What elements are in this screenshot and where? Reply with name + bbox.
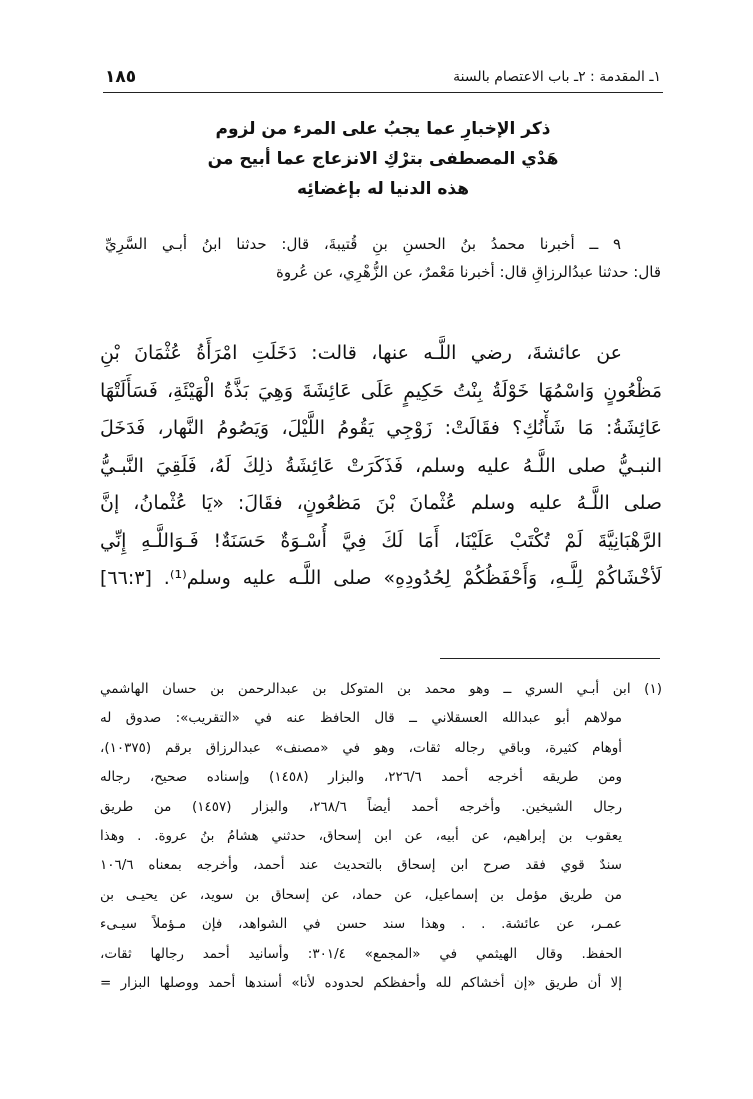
running-title: ١ـ المقدمة : ٢ـ باب الاعتصام بالسنة [453, 69, 661, 85]
footnotes [100, 675, 662, 998]
text-line: عَائِشَةُ: مَا شَأْنُكِ؟ فقَالَتْ: زَوْجِي يَقُومُ اللَّيْلَ، وَيَصُومُ النَّهار، فَدَخَلَ [100, 417, 662, 439]
footnote-line: سندٌ قوي فقد صرح ابن إسحاق بالتحديث عند أحمد، وأخرجه بمعناه ١٠٦/٦ [100, 857, 622, 874]
footnote-line: يعقوب بن إبراهيم، عن أبيه، عن ابن إسحاق، حدثني هشامُ بنُ عروة. . وهذا [100, 828, 622, 845]
footnote-line: رجال الشيخين. وأخرجه أحمد أيضاً ٢٦٨/٦، والبزار (١٤٥٧) من طريق [100, 798, 622, 815]
text-line: النبـيُّ صلى اللَّـهُ عليه وسلم، فَذَكَرَتْ عَائِشَةُ ذلِكَ لَهُ، فَلَقِيَ النَّبـيُّ [100, 454, 662, 477]
footnote-line: ومن طريقه أخرجه أحمد ٢٢٦/٦، والبزار (١٤٥٨) وإسناده صحيح، رجاله [100, 769, 622, 786]
title-line: ذكر الإخبارِ عما يجبُ على المرء من لزوم [215, 119, 551, 139]
text-line: عن عائشةَ، رضي اللَّـه عنها، قالت: دَخَلَتِ امْرَأَةُ عُثْمَانَ بْنِ [100, 342, 622, 364]
footnote-line: الحفظ. وقال الهيثمي في «المجمع» ٣٠١/٤: وأسانيد أحمد رجالها ثقات، [100, 945, 622, 962]
isnad-line: قال: حدثنا عبدُالرزاقِ قال: أخبرنا مَعْمرٌ، عن الزُّهْرِي، عن عُروة [275, 263, 661, 281]
hadith-isnad [105, 230, 661, 286]
text-line: مَظْعُونٍ وَاسْمُهَا خَوْلَةُ بِنْتُ حَكِيمٍ عَلَى عَائِشَةَ وَهِيَ بَذَّةُ الْهَيْئَةِ، فَسَأَلَتْهَا [100, 379, 662, 402]
footnote-line: (١) ابن أبـي السري ــ وهو محمد بن المتوكل بن عبدالرحمن بن حسان الهاشمي [100, 681, 662, 697]
footnote-line: من طريق مؤمل بن إسماعيل، عن حماد، عن إسحاق بن سويد، عن يحيـى بن [100, 886, 622, 903]
footnote-line: إلا أن طريق «إن أخشاكم لله وأحفظكم لحدوده لأنا» أسندها أحمد ووصلها البزار = [100, 975, 622, 992]
footnote-line: أوهام كثيرة، وباقي رجاله ثقات، وهو في «مصنف» عبدالرزاق برقم (١٠٣٧٥)، [100, 739, 622, 756]
footnote-line: مولاهم أبو عبدالله العسقلاني ــ قال الحافظ عنه في «التقريب»: صدوق له [100, 710, 622, 727]
title-line: هذه الدنيا له بإغضائِه [296, 179, 470, 199]
isnad-line: ٩ ــ أخبرنا محمدُ بنُ الحسنِ بنِ قُتيبةَ، قال: حدثنا ابنُ أبـي السَّرِيِّ [105, 235, 621, 253]
text-line: الرَّهْبَانِيَّةَ لَمْ تُكْتَبْ عَلَيْنَا، أَمَا لَكَ فِيَّ أُسْـوَةٌ حَسَنَةٌ! فَـوَاللَّـهِ إِنِّي [100, 529, 662, 552]
text-line: صلى اللَّـهُ عليه وسلم عُثْمانَ بْنَ مَظعُونٍ، فقَالَ: «يَا عُثْمانُ، إنَّ [100, 492, 662, 514]
title-line: هَدْي المصطفى بترْكِ الانزعاج عما أبيح من [207, 149, 559, 169]
chapter-title [105, 114, 661, 204]
footnote-line: عمـر، عن عائشة. . . وهذا سند حسن في الشواهد، فإن مـؤملاً سيـىء [100, 916, 622, 933]
header-divider [103, 92, 663, 93]
page-number: ١٨٥ [105, 67, 137, 87]
running-header [105, 64, 661, 90]
hadith-text [100, 335, 662, 598]
footnote-divider [440, 658, 660, 659]
text-line: لَأخْشَاكُمْ لِلَّـهِ، وَأَحْفَظُكُمْ لِحُدُودِهِ» صلى اللَّـه عليه وسلم⁽¹⁾. [٦٦:٣] [100, 567, 662, 589]
